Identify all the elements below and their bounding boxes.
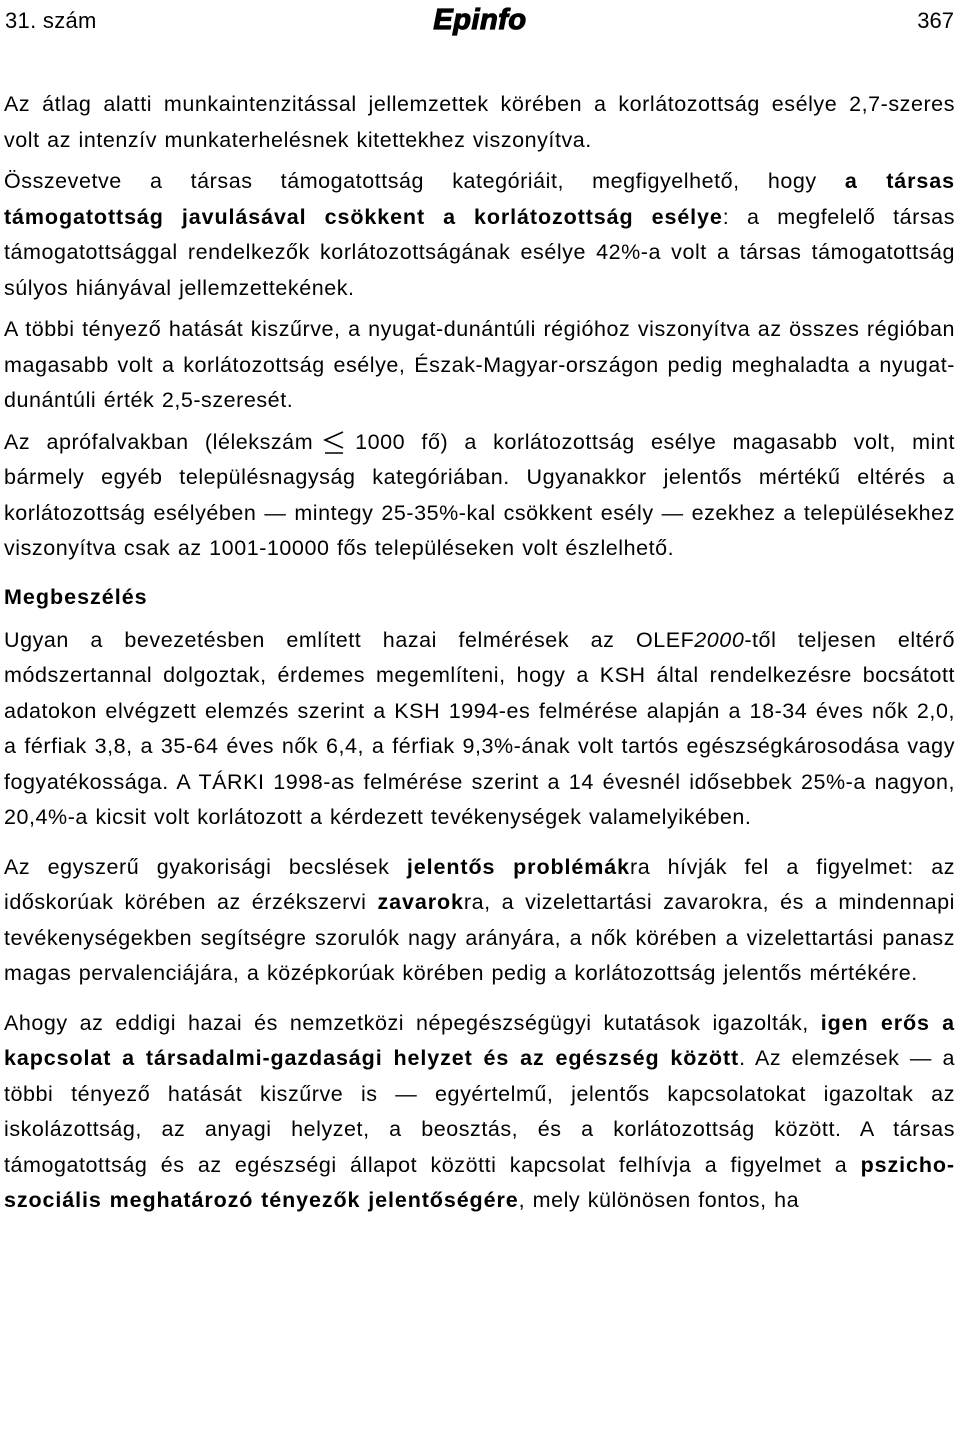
paragraph-surveys: Ugyan a bevezetésben említett hazai felmérések az OLEF2000-től teljesen eltérő módszertannal dolgoztak, érdemes megemlíteni, hogy a KSH által rendelkezésre bocsátott adatokon elvégzett elemzés szerint a KSH 1994-es felmérése alapján a 18-34 éves nők 2,0, a férfiak 3,8, a 35-64 éves nők 6,4, a férfiak 9,3%-ának volt tartós egészségkárosodása vagy fogyatékossága. A TÁRKI 1998-as felmérése szerint a 14 évesnél idősebbek 25%-a nagyon, 20,4%-a kicsit volt korlátozott a kérdezett tevékenységek valamelyikében. <box>4 627 955 829</box>
paragraph-regions: A többi tényező hatását kiszűrve, a nyugat-dunántúli régióhoz viszonyítva az összes régióban magasabb volt a korlátozottság esélye, Észak-Magyar-országon pedig meghaladta a nyugat-dunántúli érték 2,5-szeresét. <box>4 317 955 412</box>
page-header <box>0 6 960 42</box>
paragraph-socioeconomic: Ahogy az eddigi hazai és nemzetközi népegészségügyi kutatások igazolták, igen erős a kapcsolat a társadalmi-gazdasági helyzet és az egészség között. Az elemzések — a többi tényező hatását kiszűrve is — egyértelmű, jelentős kapcsolatokat igazoltak az iskolázottság, az anyagi helyzet, a beosztás, és a korlátozottság között. A társas támogatottság és az egészségi állapot közötti kapcsolat felhívja a figyelmet a pszicho-szociális meghatározó tényezők jelentőségére, mely különösen fontos, ha <box>4 1010 955 1212</box>
page-number: 367 <box>917 8 954 33</box>
epinfo-logo <box>0 2 960 43</box>
bold-emphasis: a társas támogatottság javulásával csökkent a korlátozottság esélye <box>4 169 955 229</box>
paragraph-social-support: Összevetve a társas támogatottság kategóriáit, megfigyelhető, hogy a társas támogatottság javulásával csökkent a korlátozottság esélye: a megfelelő társas támogatottsággal rendelkezők korlátozottságának esélye 42%-a volt a társas támogatottság súlyos hiányával jellemzettekének. <box>4 169 955 300</box>
section-heading: Megbeszélés <box>4 584 148 609</box>
logo-text: Epinfo <box>433 4 527 36</box>
issue-number: 31. szám <box>5 8 97 33</box>
paragraph-frequency-estimates: Az egyszerű gyakorisági becslések jelentős problémákra hívják fel a figyelmet: az időskorúak körében az érzékszervi zavarokra, a vizelettartási zavarokra, és a mindennapi tevékenységekben segítségre szorulók nagy arányára, a nők körében a vizelettartási panasz magas pervalenciájára, a középkorúak körében pedig a korlátozottság jelentős mértékére. <box>4 854 955 985</box>
paragraph-work-intensity: Az átlag alatti munkaintenzitással jellemzettek körében a korlátozottság esélye 2,7-szeres volt az intenzív munkaterhelésnek kitettekhez viszonyítva. <box>4 92 955 152</box>
article-body <box>4 87 955 1219</box>
less-than-or-equal-icon <box>321 429 347 455</box>
paragraph-settlements: Az aprófalvakban (lélekszám 1000 fő) a korlátozottság esélye magasabb volt, mint bármely egyéb településnagyság kategóriában. Ugyanakkor jelentős mértékű eltérés a korlátozottság esélyében — mintegy 25-35%-kal csökkent esély — ezekhez a településekhez viszonyítva csak az 1001-10000 fős településeken volt észlelhető. <box>4 429 955 560</box>
